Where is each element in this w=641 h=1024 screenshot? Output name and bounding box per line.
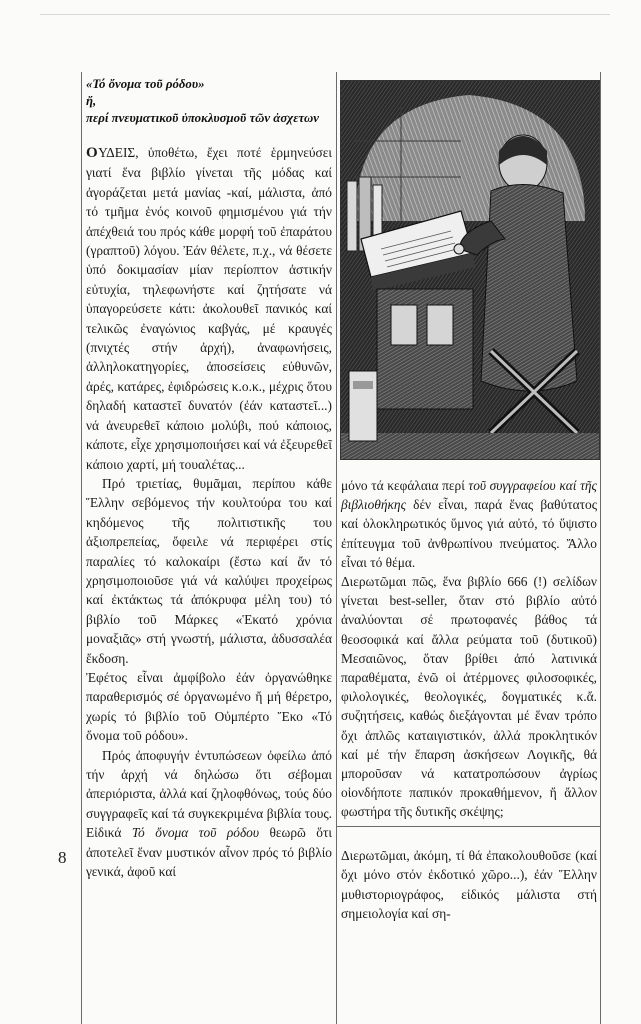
- right-column-lower: [341, 846, 597, 924]
- right-paragraph-1: [341, 476, 597, 572]
- left-column-rule: [81, 72, 82, 1024]
- right-paragraph-3: Διερωτῶμαι, ἀκόμη, τί θά ἐπακολουθοῦσε (καί ὄχι μόνο στόν ἐκδοτικό χῶρο...), ἐάν Ἕλλην μυθιστοριογράφος, εἰδικός μάλιστα στή σημειολογία καί ση-: [341, 848, 597, 922]
- paragraph-4-text-b: θεωρῶ ὅτι ἀποτελεῖ ἕναν μυστικόν αἶνον πρός τό βιβλίο γενικά, ἀφοῦ καί: [86, 825, 332, 880]
- column-separator: [336, 826, 600, 827]
- book-title-italic: Τό ὄνομα τοῦ ρόδου: [131, 825, 260, 841]
- right-p1-c: δέν εἶναι, παρά ἕνας βαθύτατος καί ὁλοκληρωτικός ὕμνος γιά αὐτό, τό ὕψιστο ἐπίτευγμα τοῦ ἀνθρωπίνου πνεύματος. Ἄλλο εἶναι τό θέμα.: [341, 497, 597, 570]
- right-paragraph-2: Διερωτῶμαι πῶς, ἕνα βιβλίο 666 (!) σελίδων γίνεται best-seller, ὅταν στό βιβλίο αὐτό ἀναλύονται σέ πρωτοφανές βάθος τά θεοσοφικά καί ἄλλα ρεύματα τοῦ (δυτικοῦ) Μεσαιῶνος, ὅταν βρίθει ἀπό λατινικά παραθέματα, ἐνῶ οἱ ἀτέρμονες φιλοσοφικές, φιλολογικές, θεολογικές, δογματικές κ.ἄ. συζητήσεις, καθώς διεξάγονται μέ ἕναν τρόπο ὄχι ἁπλῶς καταιγιστικόν, ἀλλά προκλητικόν καί μέ τήν ἔπαρση ἀσκήσεων Λογικῆς, θά μποροῦσαν νά κατατροπώσουν ἀγρίως οἱονδήποτε παπικόν προκαθήμενον, ἤ ἄλλον φωστήρα τῆς δυτικῆς σκέψης;: [341, 574, 597, 820]
- monk-scribe-engraving: [340, 80, 600, 460]
- paragraph-3: Ἐφέτος εἶναι ἀμφίβολο ἐάν ὀργανώθηκε παραθερισμός σέ ὀργανωμένο ἤ μή θέρετρο, χωρίς τό βιβλίο τοῦ Οὐμπέρτο Ἔκο «Τό ὄνομα τοῦ ρόδου».: [86, 669, 332, 744]
- title-line-3: περί πνευματικοῦ ὑποκλυσμοῦ τῶν ἀσχετων: [86, 111, 319, 125]
- paragraph-1: [86, 143, 332, 474]
- right-p1-a: μόνο τά κεφάλαια περί: [341, 478, 469, 493]
- article-title: [86, 76, 332, 127]
- paragraph-4: [86, 746, 332, 882]
- top-rule: [40, 14, 610, 15]
- right-column-rule: [600, 72, 601, 1024]
- paragraph-2: Πρό τριετίας, θυμᾶμαι, περίπου κάθε Ἕλλην σεβόμενος τήν κουλτούρα του καί κηδόμενος τῆς πολιτιστικῆς του ἀξιοπρεπείας, ὄφειλε νά περιφέρει στίς παραλίες τό καλοκαίρι (ἔστω καί ἄν τό χρησιμοποιοῦσε γιά νά καλύψει προχείρως καί ἐκτάκτως τά ἀπόκρυφα μέλη του) τό βιβλίο τοῦ Μάρκες «Ἑκατό χρόνια μοναξιᾶς» στή γνωστή, μάλιστα, ἀδυσσαλέα ἔκδοση.: [86, 475, 332, 666]
- middle-column-rule: [336, 72, 337, 1024]
- right-column: [341, 476, 597, 822]
- right-p1-em2: καί τῆς βιβλιοθήκης: [341, 478, 597, 513]
- paragraph-4-text-a: Πρός ἀποφυγήν ἐντυπώσεων ὀφείλω ἀπό τήν ἀρχή νά δηλώσω ὅτι σέβομαι ἀπεριόριστα, ἀλλά καί ζηλοφθόνως, τούς δύο συγγραφεῖς καί τά συγκεκριμένα βιβλία τους. Εἰδικά: [86, 747, 332, 841]
- engraving-svg: [341, 81, 599, 459]
- paragraph-1-text: , ὑποθέτω, ἔχει ποτέ ἑρμηνεύσει γιατί ἕνα βιβλίο γίνεται τῆς μόδας καί ἀγοράζεται μετά μανίας -καί, μάλιστα, ἀπό τό τμῆμα ἑνός κοινοῦ φημισμένου γιά τήν ἀπέχθειά του πρός κάθε μορφή τοῦ ἐπαράτου (γραπτοῦ) λόγου. Ἐάν θέλετε, π.χ., νά θέσετε ὑπό δοκιμασίαν μίαν περίοπτον ἀστικήν εὐτυχία, τηλεφωνήστε καί ζητήσατε νά ὑπαγορεύσετε κάτι: ἀκολουθεῖ πανικός καί τελικῶς ἐναγώνιος καβγάς, μέ κραυγές (πνιχτές στήν ἀρχή), ἀναφωνήσεις, ἀλληλοκατηγορίες, ἀποσείσεις εὐθυνῶν, ἀρές, κατάρες, ἐφιδρώσεις κ.ο.κ., μέχρις ὅτου δηλαδή καταστεῖ δυνατόν (ἐάν καταστεῖ...) νά ἀνευρεθεῖ κάποιο μολύβι, πού κάποιος, κάποτε, εἶχε χρησιμοποιήσει καί νά ἐξευρεθεῖ κάποιο χαρτί, μή τουαλέτας...: [86, 145, 332, 472]
- right-p1-em1: τοῦ συγγραφείου: [468, 478, 556, 493]
- title-line-1: «Τό ὄνομα τοῦ ρόδου»: [86, 77, 205, 91]
- page-number: 8: [58, 848, 67, 867]
- title-line-2: ἤ,: [86, 94, 97, 108]
- left-column: [86, 76, 332, 881]
- dropcap-rest: ΥΔΕΙΣ: [98, 145, 136, 160]
- dropcap: Ο: [86, 145, 99, 161]
